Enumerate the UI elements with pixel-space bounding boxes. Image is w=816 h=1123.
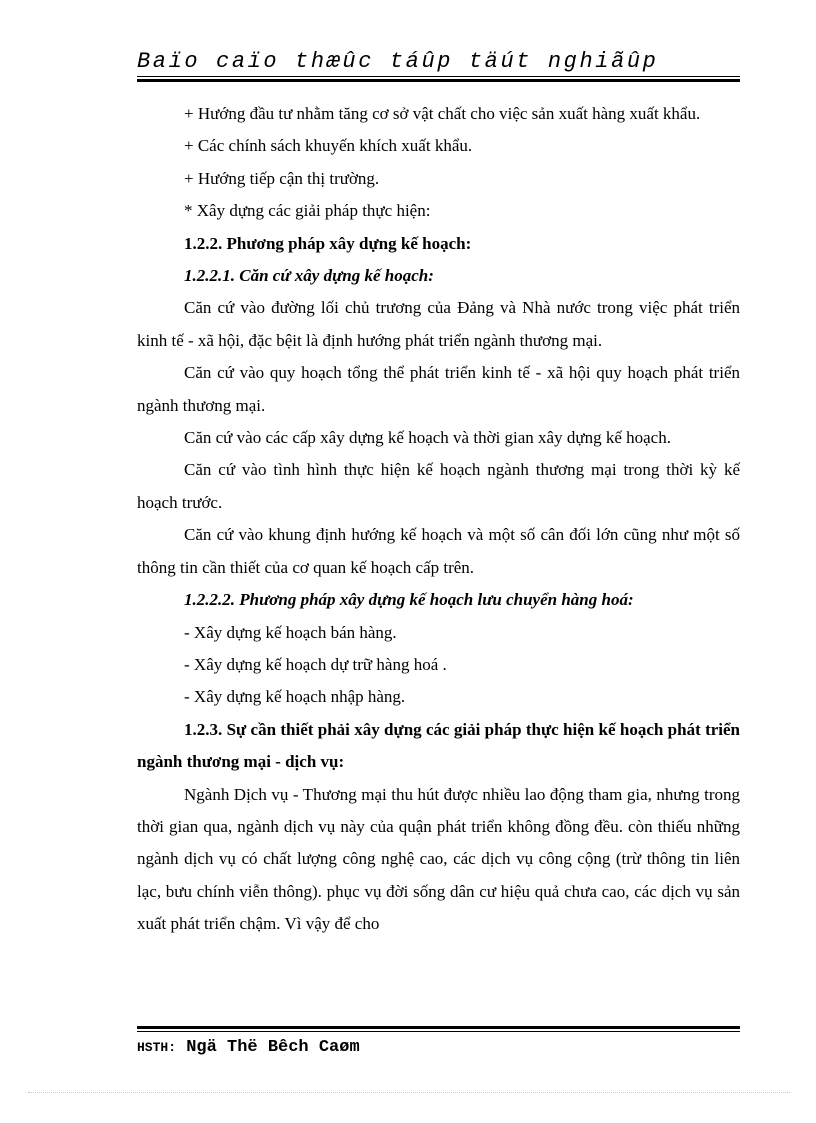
page-body xyxy=(137,98,740,941)
footer-author-name: Ngä Thë Bêch Caøm xyxy=(186,1038,360,1057)
paragraph: Căn cứ vào khung định hướng kế hoạch và một số cân đối lớn cũng như một số thông tin cần thiết của cơ quan kế hoạch cấp trên. xyxy=(137,525,740,577)
footer-rule-thick xyxy=(137,1026,740,1029)
page-bottom-dotted-line xyxy=(28,1092,790,1093)
footer-label: HSTH: xyxy=(137,1040,177,1055)
paragraph: Ngành Dịch vụ - Thương mại thu hút được nhiều lao động tham gia, nhưng trong thời gian qua, ngành dịch vụ này của quận phát triển không đồng đều. còn thiếu những ngành dịch vụ có chất lượng công nghệ cao, các dịch vụ công cộng (trừ thông tin liên lạc, bưu chính viễn thông). phục vụ đời sống dân cư hiệu quả chưa cao, các dịch vụ sản xuất phát triển chậm. Vì vậy để cho xyxy=(137,784,740,934)
paragraph: Căn cứ vào các cấp xây dựng kế hoạch và thời gian xây dựng kế hoạch. xyxy=(184,428,671,448)
list-item: - Xây dựng kế hoạch nhập hàng. xyxy=(184,687,406,707)
section-heading: 1.2.2. Phương pháp xây dựng kế hoạch: xyxy=(184,233,472,253)
page-header-title: Baïo caïo thæûc táûp täút nghiãûp xyxy=(137,49,659,74)
paragraph: * Xây dựng các giải pháp thực hiện: xyxy=(184,201,431,221)
list-item: - Xây dựng kế hoạch bán hàng. xyxy=(184,622,397,642)
footer-rule-thin xyxy=(137,1031,740,1032)
header-rule-thin xyxy=(137,76,740,77)
section-heading: 1.2.3. Sự cần thiết phải xây dựng các giải pháp thực hiện kế hoạch phát triển ngành thương mại - dịch vụ: xyxy=(137,719,740,772)
paragraph: Căn cứ vào tình hình thực hiện kế hoạch ngành thương mại trong thời kỳ kế hoạch trước. xyxy=(137,460,740,512)
list-item: - Xây dựng kế hoạch dự trữ hàng hoá . xyxy=(184,654,447,674)
paragraph: + Hướng tiếp cận thị trường. xyxy=(184,168,380,188)
paragraph: + Hướng đầu tư nhằm tăng cơ sở vật chất cho việc sản xuất hàng xuất khẩu. xyxy=(184,104,701,123)
paragraph: Căn cứ vào đường lối chủ trương của Đảng và Nhà nước trong việc phát triển kinh tế - xã hội, đặc bệit là định hướng phát triển ngành thương mại. xyxy=(137,298,740,350)
subsection-heading: 1.2.2.2. Phương pháp xây dựng kế hoạch lưu chuyển hàng hoá: xyxy=(184,590,634,610)
paragraph: Căn cứ vào quy hoạch tổng thể phát triển kinh tế - xã hội quy hoạch phát triển ngành thương mại. xyxy=(137,363,740,415)
header-rule-thick xyxy=(137,79,740,82)
subsection-heading: 1.2.2.1. Căn cứ xây dựng kế hoạch: xyxy=(184,266,434,286)
paragraph: + Các chính sách khuyến khích xuất khẩu. xyxy=(184,136,473,156)
footer xyxy=(137,1036,360,1060)
